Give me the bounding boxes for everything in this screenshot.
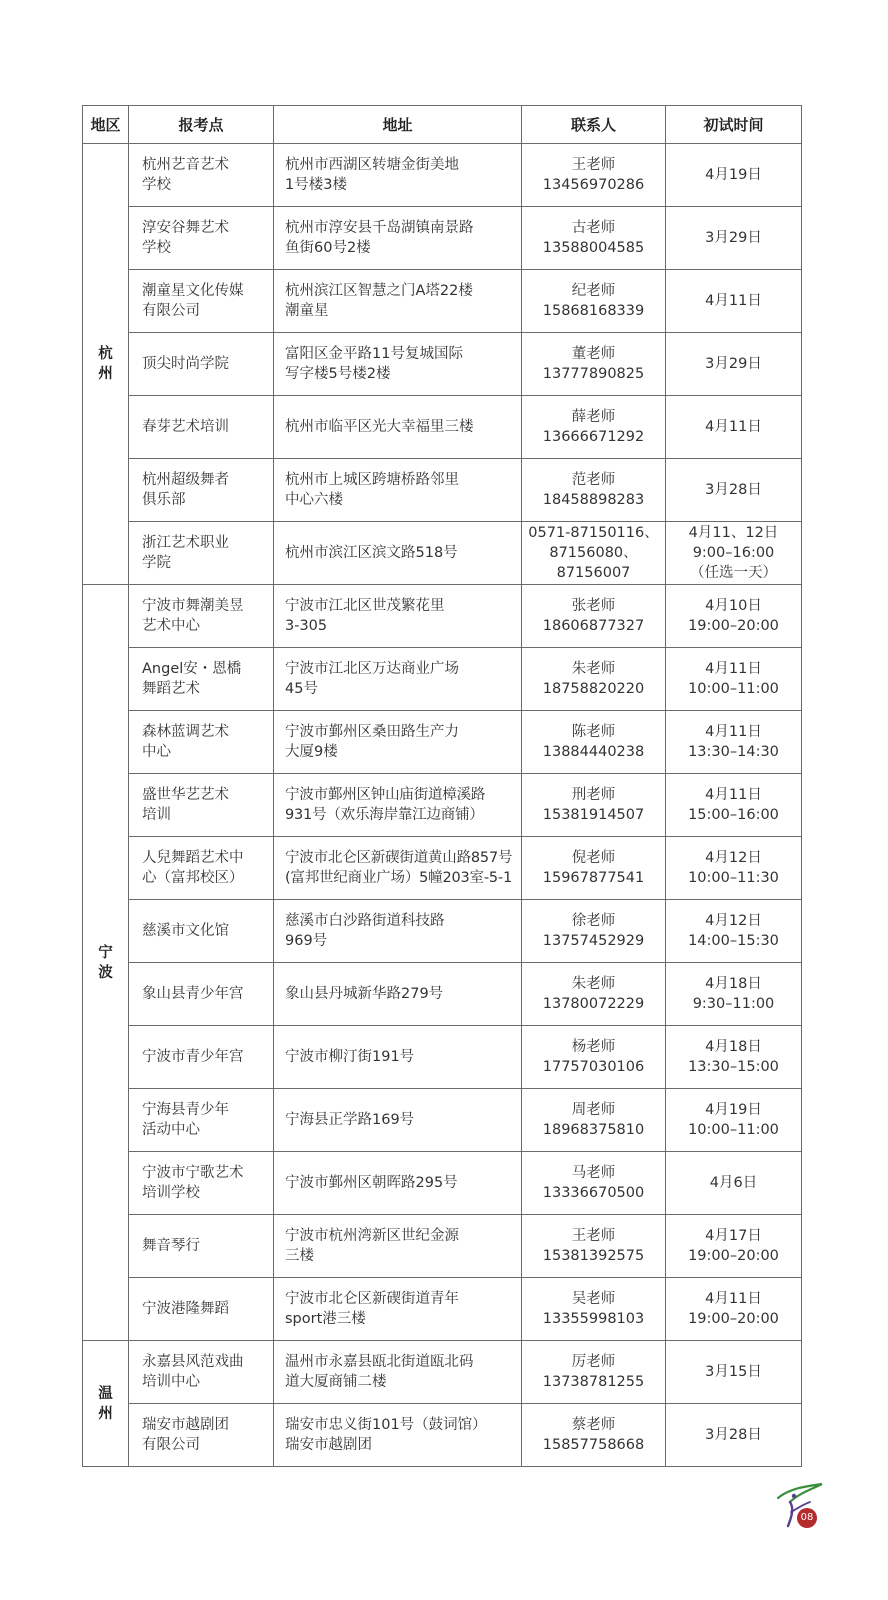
dancer-logo-icon	[770, 1478, 830, 1538]
table-row	[83, 1152, 802, 1215]
table-row	[83, 1089, 802, 1152]
date-cell: 4月11日 10:00–11:00	[666, 648, 802, 711]
address-cell: 象山县丹城新华路279号	[274, 963, 522, 1026]
region-cell	[83, 1341, 129, 1467]
address-cell: 慈溪市白沙路街道科技路 969号	[274, 900, 522, 963]
date-cell: 4月12日 10:00–11:30	[666, 837, 802, 900]
table-row	[83, 1341, 802, 1404]
region-name: 温州	[98, 1385, 113, 1422]
date-cell: 3月29日	[666, 207, 802, 270]
table-row	[83, 333, 802, 396]
date-cell: 4月11日 13:30–14:30	[666, 711, 802, 774]
table-row	[83, 585, 802, 648]
address-cell: 瑞安市忠义街101号（鼓词馆） 瑞安市越剧团	[274, 1404, 522, 1467]
venue-cell: 顶尖时尚学院	[129, 333, 274, 396]
address-cell: 杭州滨江区智慧之门A塔22楼 潮童星	[274, 270, 522, 333]
date-cell: 4月18日 13:30–15:00	[666, 1026, 802, 1089]
venue-cell: 宁海县青少年 活动中心	[129, 1089, 274, 1152]
venue-cell: Angel安・恩橋 舞蹈艺术	[129, 648, 274, 711]
date-cell: 4月18日 9:30–11:00	[666, 963, 802, 1026]
table-row	[83, 144, 802, 207]
address-cell: 宁海县正学路169号	[274, 1089, 522, 1152]
contact-cell: 朱老师 18758820220	[522, 648, 666, 711]
table-row	[83, 1404, 802, 1467]
address-cell: 温州市永嘉县瓯北街道瓯北码 道大厦商铺二楼	[274, 1341, 522, 1404]
date-cell: 3月28日	[666, 1404, 802, 1467]
contact-cell: 纪老师 15868168339	[522, 270, 666, 333]
table-row	[83, 648, 802, 711]
address-cell: 杭州市滨江区滨文路518号	[274, 522, 522, 585]
contact-cell: 王老师 15381392575	[522, 1215, 666, 1278]
venue-cell: 潮童星文化传媒 有限公司	[129, 270, 274, 333]
address-cell: 富阳区金平路11号复城国际 写字楼5号楼2楼	[274, 333, 522, 396]
venue-cell: 淳安谷舞艺术 学校	[129, 207, 274, 270]
table-row	[83, 711, 802, 774]
contact-cell: 朱老师 13780072229	[522, 963, 666, 1026]
table-row	[83, 900, 802, 963]
contact-cell: 周老师 18968375810	[522, 1089, 666, 1152]
date-cell: 4月11日	[666, 396, 802, 459]
contact-cell: 蔡老师 15857758668	[522, 1404, 666, 1467]
region-cell	[83, 585, 129, 1341]
address-cell: 宁波市江北区世茂繁花里 3-305	[274, 585, 522, 648]
table-row	[83, 837, 802, 900]
venue-cell: 人兒舞蹈艺术中 心（富邦校区）	[129, 837, 274, 900]
venue-cell: 宁波港隆舞蹈	[129, 1278, 274, 1341]
date-cell: 4月10日 19:00–20:00	[666, 585, 802, 648]
header-venue: 报考点	[129, 106, 274, 144]
venue-cell: 永嘉县风范戏曲 培训中心	[129, 1341, 274, 1404]
contact-cell: 刑老师 15381914507	[522, 774, 666, 837]
address-cell: 杭州市西湖区转塘金街美地 1号楼3楼	[274, 144, 522, 207]
exam-venue-table	[82, 105, 802, 1467]
date-cell: 4月17日 19:00–20:00	[666, 1215, 802, 1278]
contact-cell: 张老师 18606877327	[522, 585, 666, 648]
table-row	[83, 1278, 802, 1341]
venue-cell: 慈溪市文化馆	[129, 900, 274, 963]
address-cell: 宁波市江北区万达商业广场 45号	[274, 648, 522, 711]
contact-cell: 徐老师 13757452929	[522, 900, 666, 963]
venue-cell: 盛世华艺艺术 培训	[129, 774, 274, 837]
contact-cell: 马老师 13336670500	[522, 1152, 666, 1215]
header-contact: 联系人	[522, 106, 666, 144]
address-cell: 宁波市鄞州区钟山庙街道樟溪路 931号（欢乐海岸靠江边商铺）	[274, 774, 522, 837]
date-cell: 4月11日	[666, 270, 802, 333]
date-cell: 3月28日	[666, 459, 802, 522]
table-row	[83, 396, 802, 459]
venue-cell: 宁波市舞潮美昱 艺术中心	[129, 585, 274, 648]
venue-cell: 浙江艺术职业 学院	[129, 522, 274, 585]
address-cell: 宁波市北仑区新碶街道青年 sport港三楼	[274, 1278, 522, 1341]
date-cell: 3月29日	[666, 333, 802, 396]
address-cell: 杭州市临平区光大幸福里三楼	[274, 396, 522, 459]
table-header-row	[83, 106, 802, 144]
contact-cell: 古老师 13588004585	[522, 207, 666, 270]
venue-cell: 杭州超级舞者 俱乐部	[129, 459, 274, 522]
table-row	[83, 459, 802, 522]
date-cell: 4月12日 14:00–15:30	[666, 900, 802, 963]
contact-cell: 薛老师 13666671292	[522, 396, 666, 459]
date-cell: 4月19日	[666, 144, 802, 207]
venue-cell: 宁波市宁歌艺术 培训学校	[129, 1152, 274, 1215]
address-cell: 杭州市上城区跨塘桥路邻里 中心六楼	[274, 459, 522, 522]
region-cell	[83, 144, 129, 585]
header-region: 地区	[83, 106, 129, 144]
date-cell: 4月6日	[666, 1152, 802, 1215]
header-date: 初试时间	[666, 106, 802, 144]
date-cell: 4月11日 15:00–16:00	[666, 774, 802, 837]
table-row	[83, 1026, 802, 1089]
contact-cell: 杨老师 17757030106	[522, 1026, 666, 1089]
venue-cell: 春芽艺术培训	[129, 396, 274, 459]
contact-cell: 陈老师 13884440238	[522, 711, 666, 774]
address-cell: 宁波市北仑区新碶街道黄山路857号 (富邦世纪商业广场）5幢203室-5-1	[274, 837, 522, 900]
contact-cell: 厉老师 13738781255	[522, 1341, 666, 1404]
address-cell: 宁波市鄞州区朝晖路295号	[274, 1152, 522, 1215]
header-address: 地址	[274, 106, 522, 144]
contact-cell: 倪老师 15967877541	[522, 837, 666, 900]
table-row	[83, 207, 802, 270]
date-cell: 4月19日 10:00–11:00	[666, 1089, 802, 1152]
table-row	[83, 270, 802, 333]
contact-cell: 董老师 13777890825	[522, 333, 666, 396]
contact-cell: 0571-87150116、 87156080、87156007	[522, 522, 666, 585]
address-cell: 宁波市鄞州区桑田路生产力 大厦9楼	[274, 711, 522, 774]
venue-cell: 森林蓝调艺术 中心	[129, 711, 274, 774]
date-cell: 3月15日	[666, 1341, 802, 1404]
venue-cell: 宁波市青少年宫	[129, 1026, 274, 1089]
date-cell: 4月11、12日 9:00–16:00 （任选一天）	[666, 522, 802, 585]
venue-cell: 杭州艺音艺术 学校	[129, 144, 274, 207]
table-body	[83, 144, 802, 1467]
table-row	[83, 774, 802, 837]
contact-cell: 王老师 13456970286	[522, 144, 666, 207]
address-cell: 宁波市杭州湾新区世纪金源 三楼	[274, 1215, 522, 1278]
date-cell: 4月11日 19:00–20:00	[666, 1278, 802, 1341]
table-row	[83, 522, 802, 585]
venue-cell: 舞音琴行	[129, 1215, 274, 1278]
contact-cell: 范老师 18458898283	[522, 459, 666, 522]
contact-cell: 吴老师 13355998103	[522, 1278, 666, 1341]
region-name: 杭州	[98, 346, 113, 382]
table-row	[83, 1215, 802, 1278]
region-name: 宁波	[98, 944, 113, 981]
table-row	[83, 963, 802, 1026]
venue-cell: 瑞安市越剧团 有限公司	[129, 1404, 274, 1467]
venue-cell: 象山县青少年宫	[129, 963, 274, 1026]
address-cell: 杭州市淳安县千岛湖镇南景路 鱼街60号2楼	[274, 207, 522, 270]
page-number: 08	[797, 1508, 817, 1528]
address-cell: 宁波市柳汀街191号	[274, 1026, 522, 1089]
